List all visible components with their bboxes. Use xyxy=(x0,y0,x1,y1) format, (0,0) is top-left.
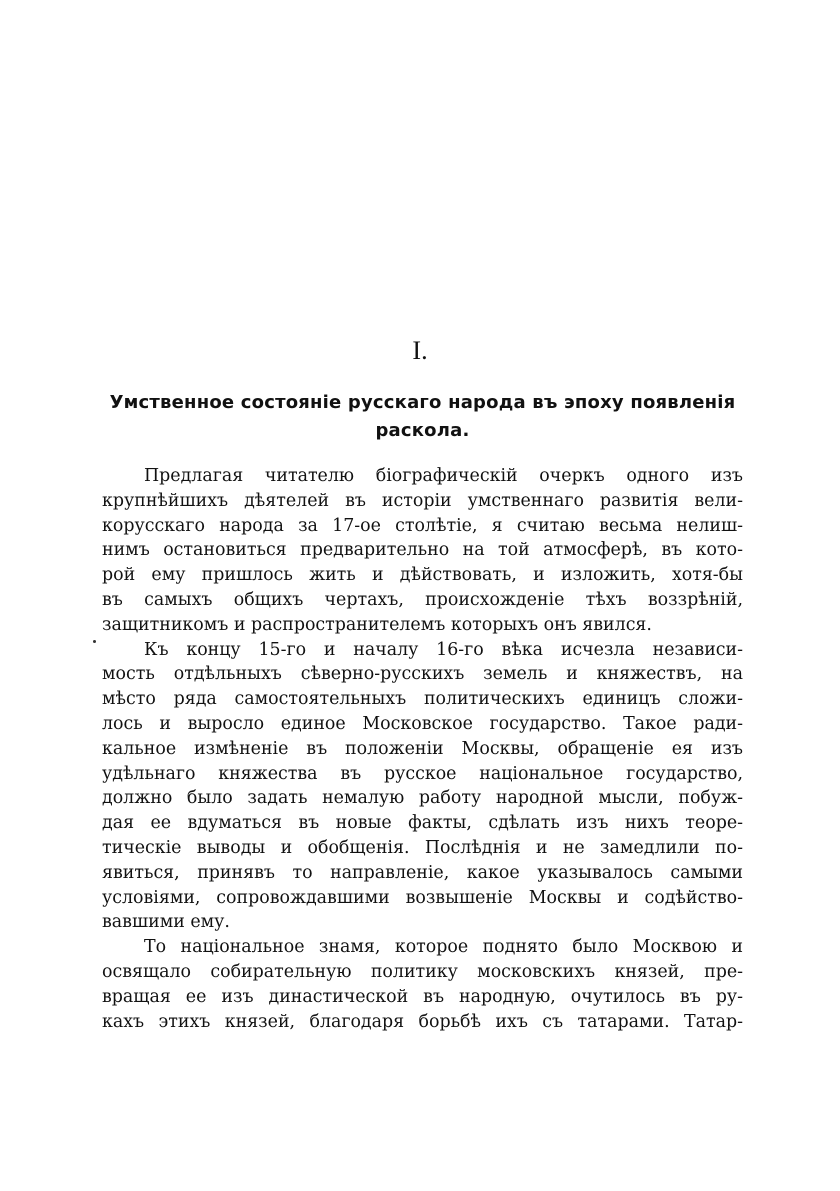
text-line: освящало собирательную политику московскихъ князей, пре- xyxy=(102,961,743,982)
text-line: мость отдѣльныхъ сѣверно-русскихъ земель и княжествъ, на xyxy=(102,664,743,685)
text-line: нимъ остановиться предварительно на той атмосферѣ, въ кото- xyxy=(102,540,743,561)
text-line: мѣсто ряда самостоятельныхъ политическихъ единицъ сложи- xyxy=(102,689,743,710)
text-line: кальное измѣненiе въ положенiи Москвы, обращенiе ея изъ xyxy=(102,738,743,759)
text-line: дая ее вдуматься въ новые факты, сдѣлать изъ нихъ теоре- xyxy=(102,813,743,834)
chapter-title xyxy=(100,389,745,445)
text-line: крупнѣйшихъ дѣятелей въ исторiи умственнаго развитiя вели- xyxy=(102,490,743,511)
text-line: Предлагая читателю бiографическiй очеркъ одного изъ xyxy=(144,466,743,486)
text-line: удѣльнаго княжества въ русское нацiональное государство, xyxy=(102,763,743,784)
text-line: вращая ее изъ династической въ народную, очутилось въ ру- xyxy=(102,986,743,1007)
paragraph xyxy=(102,638,743,936)
text-line: То нацiональное знамя, которое поднято было Москвою и xyxy=(144,937,743,958)
text-line: условiями, сопровождавшими возвышенiе Москвы и содѣйство- xyxy=(102,887,743,908)
chapter-number: I. xyxy=(412,336,428,365)
paragraph xyxy=(102,935,743,1034)
text-line: защитникомъ и распространителемъ которыхъ онъ явился. xyxy=(102,614,652,635)
text-line: лось и выросло единое Московское государство. Такое ради- xyxy=(102,713,743,734)
text-line: корусскаго народа за 17-ое столѣтiе, я считаю весьма нелиш- xyxy=(102,515,743,536)
body-text xyxy=(102,464,743,1034)
text-line: вавшими ему. xyxy=(102,912,230,933)
margin-dot xyxy=(93,640,96,643)
text-line: въ самыхъ общихъ чертахъ, происхожденiе тѣхъ воззрѣнiй, xyxy=(102,589,743,610)
paragraph xyxy=(102,464,743,638)
chapter-title-line: раскола. xyxy=(375,420,470,441)
text-line: явиться, принявъ то направленiе, какое указывалось самыми xyxy=(102,862,743,883)
text-line: тическiе выводы и обобщенiя. Послѣднiя и не замедлили по- xyxy=(102,837,743,858)
text-line: кахъ этихъ князей, благодаря борьбѣ ихъ съ татарами. Татар- xyxy=(102,1011,743,1032)
chapter-title-line: Умственное состоянiе русскаго народа въ эпоху появленiя xyxy=(109,392,736,413)
text-line: должно было задать немалую работу народной мысли, побуж- xyxy=(102,788,743,809)
text-line: Къ концу 15-го и началу 16-го вѣка исчезла независи- xyxy=(144,639,743,660)
text-line: рой ему пришлось жить и дѣйствовать, и изложить, хотя-бы xyxy=(102,565,743,586)
